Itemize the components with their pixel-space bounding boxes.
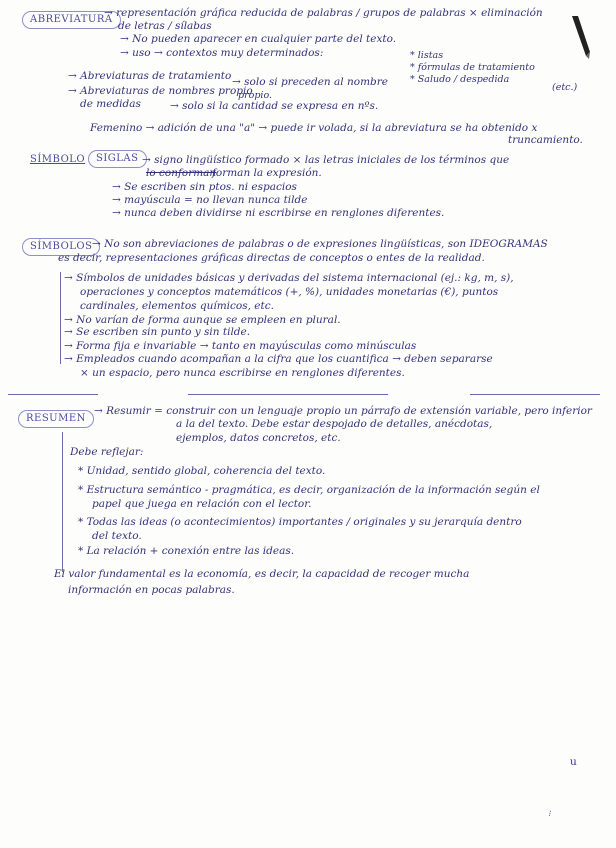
resumen-definition-cont2: ejemplos, datos concretos, etc.: [176, 432, 341, 444]
heading-siglas: SIGLAS: [88, 150, 147, 168]
abreviatura-tratamiento: → Abreviaturas de tratamiento: [68, 70, 232, 82]
resumen-point-2: * Estructura semántico - pragmática, es decir, organización de la información según el: [78, 484, 540, 496]
abreviatura-femenino: Femenino → adición de una "a" → puede ir volada, si la abreviatura se ha obtenido x: [90, 122, 538, 134]
simbolos-rule-3: → Se escriben sin punto y sin tilde.: [64, 326, 251, 338]
siglas-rule-1: → Se escriben sin ptos. ni espacios: [112, 181, 297, 193]
abreviatura-medidas-rule: → solo si la cantidad se expresa en nºs.: [170, 100, 379, 112]
simbolos-rule-1-cont: operaciones y conceptos matemáticos (+, %), unidades monetarias (€), puntos: [80, 286, 499, 298]
resumen-debe-reflejar: Debe reflejar:: [70, 446, 144, 458]
siglas-definition: → signo lingüístico formado × las letras iniciales de los términos que: [142, 154, 510, 166]
siglas-definition-struck: lo conforman: [146, 167, 217, 179]
abreviatura-rule-2: → uso → contextos muy determinados:: [120, 47, 324, 59]
page-dots: ⁝: [548, 809, 551, 818]
resumen-bracket: [62, 432, 63, 572]
abreviatura-nombres-rule: → solo si preceden al nombre: [232, 76, 388, 88]
list-item-etc: (etc.): [552, 82, 578, 93]
divider-mid: [188, 394, 388, 395]
page-mark: u: [570, 756, 577, 768]
heading-abreviatura: ABREVIATURA: [22, 11, 121, 29]
resumen-point-2-cont: papel que juega en relación con el lector.: [92, 498, 312, 510]
siglas-definition-cont: forman la expresión.: [212, 167, 322, 179]
divider-right: [470, 394, 600, 395]
resumen-definition-cont: a la del texto. Debe estar despojado de detalles, anécdotas,: [176, 418, 493, 430]
heading-simbolos: SÍMBOLOS: [22, 238, 100, 256]
simbolos-rule-5-cont: × un espacio, pero nunca escribirse en renglones diferentes.: [80, 367, 405, 379]
resumen-point-4: * La relación + conexión entre las ideas.: [78, 545, 295, 557]
simbolos-rule-2: → No varían de forma aunque se empleen en plural.: [64, 314, 341, 326]
list-item-formulas: * fórmulas de tratamiento: [410, 62, 535, 73]
resumen-definition: → Resumir = construir con un lenguaje propio un párrafo de extensión variable, pero inferior: [94, 405, 592, 417]
abreviatura-nombres-rule-cont: propio.: [238, 90, 273, 101]
resumen-point-3: * Todas las ideas (o acontecimientos) importantes / originales y su jerarquía dentro: [78, 516, 522, 528]
simbolos-rule-4: → Forma fija e invariable → tanto en mayúsculas como minúsculas: [64, 340, 417, 352]
simbolos-rule-1-cont2: cardinales, elementos químicos, etc.: [80, 300, 274, 312]
resumen-point-1: * Unidad, sentido global, coherencia del texto.: [78, 465, 326, 477]
simbolos-definition-cont: es decir, representaciones gráficas directas de conceptos o entes de la realidad.: [58, 252, 485, 264]
siglas-rule-3: → nunca deben dividirse ni escribirse en renglones diferentes.: [112, 207, 445, 219]
abreviatura-medidas: de medidas: [80, 98, 141, 110]
abreviatura-nombres: → Abreviaturas de nombres propio: [68, 85, 253, 97]
abreviatura-definition-cont: de letras / sílabas: [118, 20, 212, 32]
list-item-listas: * listas: [410, 50, 444, 61]
siglas-rule-2: → mayúscula = no llevan nunca tilde: [112, 194, 308, 206]
simbolos-definition: → No son abreviaciones de palabras o de expresiones lingüísticas, son IDEOGRAMAS: [92, 238, 548, 250]
simbolos-rule-1: → Símbolos de unidades básicas y derivadas del sistema internacional (ej.: kg, m, s),: [64, 272, 514, 284]
list-item-saludo: * Saludo / despedida: [410, 74, 510, 85]
heading-simbolo: SÍMBOLO: [30, 154, 86, 165]
abreviatura-definition: → representación gráfica reducida de palabras / grupos de palabras × eliminación: [104, 7, 543, 19]
simbolos-bracket: [60, 272, 61, 364]
resumen-valor: El valor fundamental es la economía, es decir, la capacidad de recoger mucha: [54, 568, 470, 580]
abreviatura-rule-1: → No pueden aparecer en cualquier parte del texto.: [120, 33, 397, 45]
pen-icon: [568, 14, 594, 60]
resumen-valor-cont: información en pocas palabras.: [68, 584, 235, 596]
simbolos-rule-5: → Empleados cuando acompañan a la cifra que los cuantifica → deben separarse: [64, 353, 493, 365]
resumen-point-3-cont: del texto.: [92, 530, 142, 542]
divider-left: [8, 394, 98, 395]
abreviatura-femenino-cont: truncamiento.: [508, 134, 583, 146]
heading-resumen: RESUMEN: [18, 410, 94, 428]
